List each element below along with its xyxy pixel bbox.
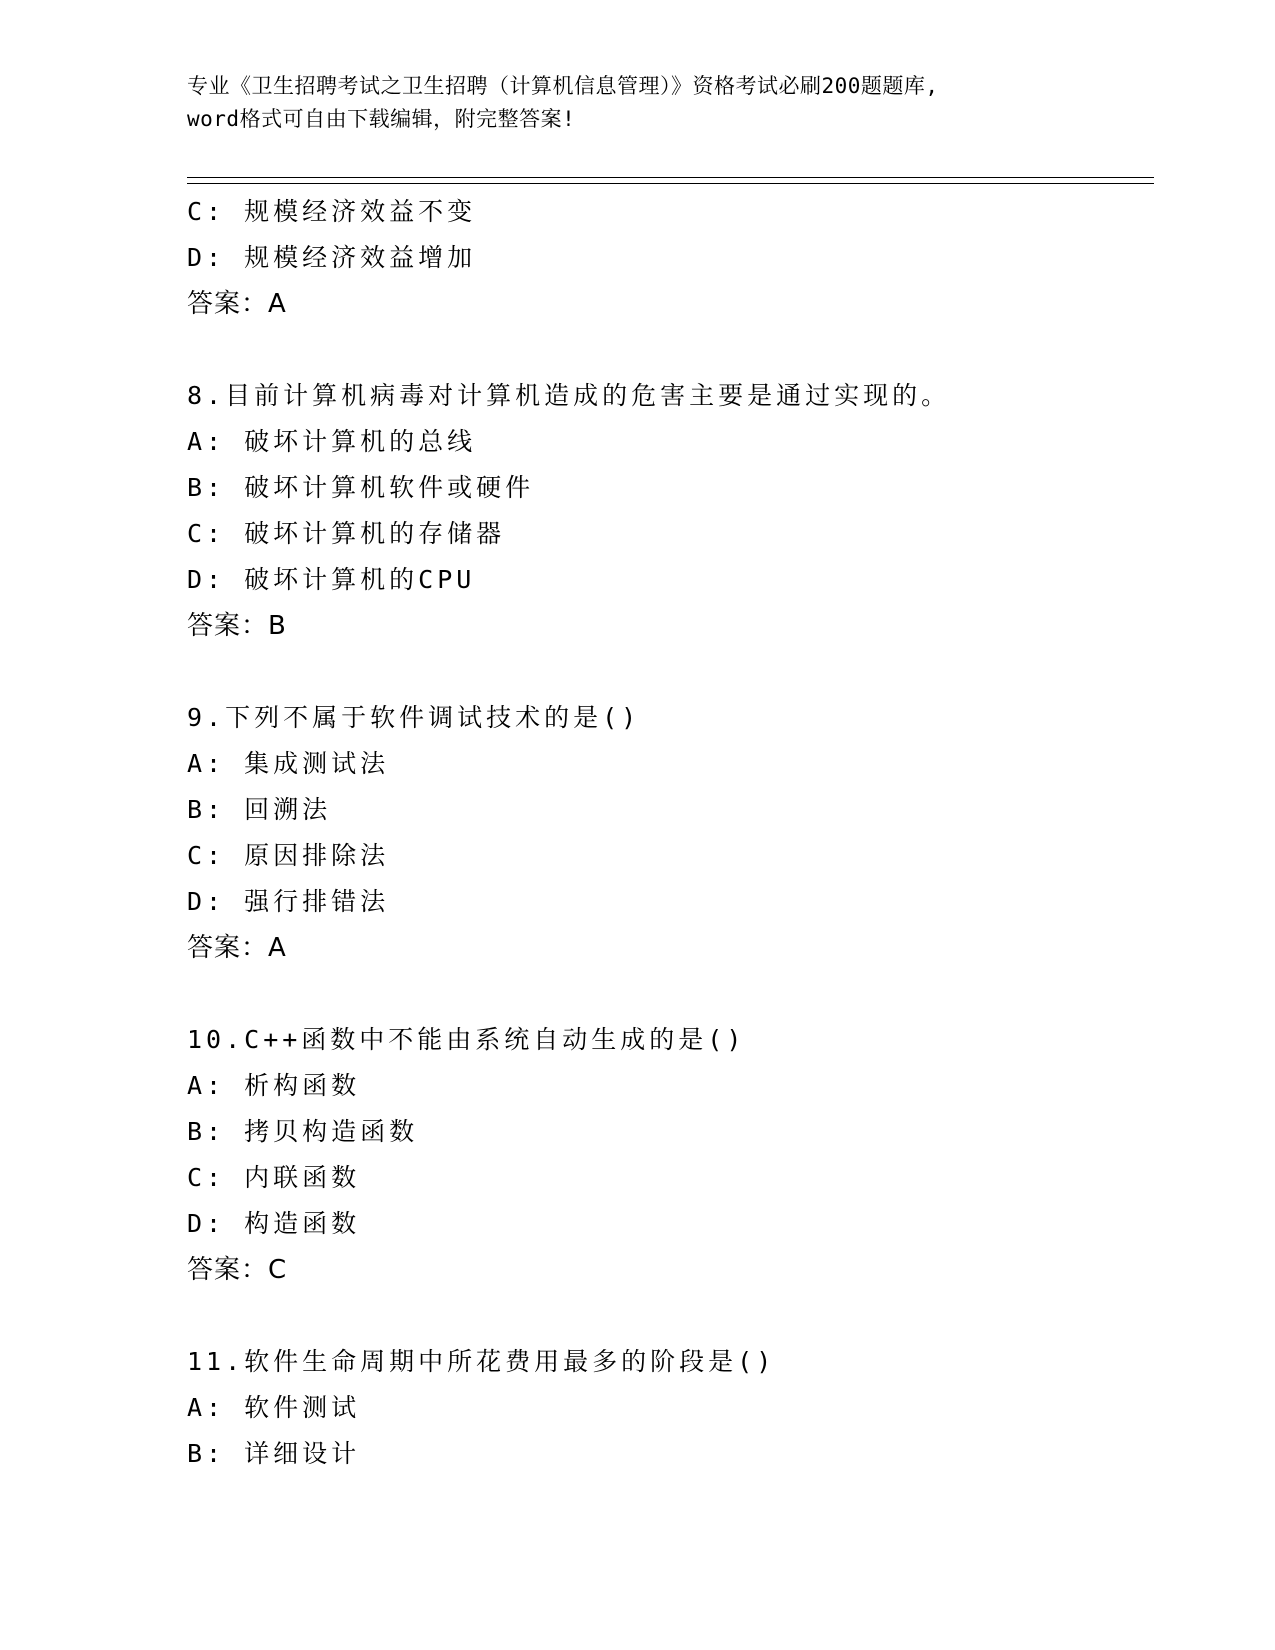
question-text: 11.软件生命周期中所花费用最多的阶段是() [187,1347,776,1376]
option-b: B: 拷贝构造函数 [187,1117,419,1146]
header-divider-bottom [187,183,1154,184]
spacer [187,1293,1147,1339]
option-a: A: 集成测试法 [187,749,390,778]
answer-line: 答案：C [187,1255,288,1285]
question-9 [187,695,1147,971]
page-header [187,70,1087,136]
header-title-line-1: 专业《卫生招聘考试之卫生招聘（计算机信息管理）》资格考试必刷200题题库, [187,74,939,98]
option-d: D: 破坏计算机的CPU [187,565,476,594]
option-d: D: 强行排错法 [187,887,390,916]
option-a: A: 破坏计算机的总线 [187,427,477,456]
spacer [187,649,1147,695]
question-8 [187,373,1147,649]
option-d: D: 规模经济效益增加 [187,243,477,272]
question-text: 9.下列不属于软件调试技术的是() [187,703,641,732]
option-b: B: 详细设计 [187,1439,361,1468]
option-a: A: 软件测试 [187,1393,361,1422]
option-c: C: 原因排除法 [187,841,390,870]
question-text: 10.C++函数中不能由系统自动生成的是() [187,1025,746,1054]
header-divider-top [187,177,1154,178]
option-a: A: 析构函数 [187,1071,361,1100]
option-b: B: 破坏计算机软件或硬件 [187,473,535,502]
answer-line: 答案：A [187,289,287,319]
option-b: B: 回溯法 [187,795,332,824]
option-c: C: 内联函数 [187,1163,361,1192]
option-c: C: 破坏计算机的存储器 [187,519,506,548]
option-d: D: 构造函数 [187,1209,361,1238]
question-10 [187,1017,1147,1293]
spacer [187,971,1147,1017]
spacer [187,327,1147,373]
previous-question-tail [187,189,1147,327]
header-title-line-2: word格式可自由下载编辑，附完整答案! [187,107,576,131]
option-c: C: 规模经济效益不变 [187,197,477,226]
question-11 [187,1339,1147,1477]
answer-line: 答案：A [187,933,287,963]
question-list [187,189,1147,1477]
question-text: 8.目前计算机病毒对计算机造成的危害主要是通过实现的。 [187,381,951,410]
answer-line: 答案：B [187,611,287,641]
